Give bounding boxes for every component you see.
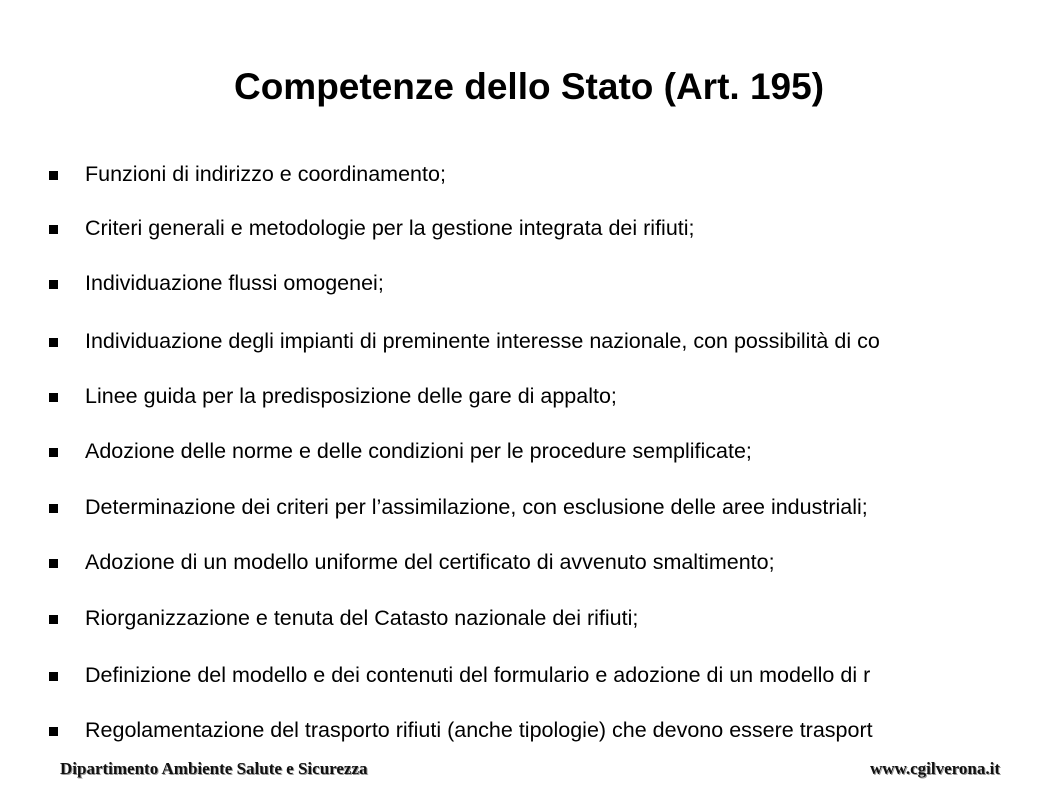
bullet-square-icon bbox=[49, 338, 58, 347]
bullet-square-icon bbox=[49, 171, 58, 180]
bullet-text: Riorganizzazione e tenuta del Catasto nazionale dei rifiuti; bbox=[85, 606, 639, 630]
bullet-item bbox=[49, 381, 1058, 411]
bullet-item bbox=[49, 268, 1058, 298]
bullet-text: Definizione del modello e dei contenuti del formulario e adozione di un modello di r bbox=[85, 663, 871, 687]
bullet-item bbox=[49, 159, 1058, 189]
bullet-text: Funzioni di indirizzo e coordinamento; bbox=[85, 162, 446, 186]
bullet-text: Adozione delle norme e delle condizioni per le procedure semplificate; bbox=[85, 439, 752, 463]
bullet-square-icon bbox=[49, 559, 58, 568]
bullet-square-icon bbox=[49, 448, 58, 457]
bullet-text: Individuazione degli impianti di preminente interesse nazionale, con possibilità di co bbox=[85, 329, 880, 353]
bullet-item bbox=[49, 660, 1058, 690]
slide-title: Competenze dello Stato (Art. 195) bbox=[233, 66, 825, 107]
bullet-square-icon bbox=[49, 225, 58, 234]
bullet-item bbox=[49, 715, 1058, 745]
bullet-item bbox=[49, 213, 1058, 243]
bullet-item bbox=[49, 547, 1058, 577]
bullet-text: Individuazione flussi omogenei; bbox=[85, 271, 384, 295]
bullet-item bbox=[49, 492, 1058, 522]
bullet-text: Criteri generali e metodologie per la gestione integrata dei rifiuti; bbox=[85, 216, 695, 240]
bullet-square-icon bbox=[49, 615, 58, 624]
bullet-text: Regolamentazione del trasporto rifiuti (anche tipologie) che devono essere trasport bbox=[85, 718, 873, 742]
bullet-square-icon bbox=[49, 280, 58, 289]
bullet-square-icon bbox=[49, 727, 58, 736]
bullet-square-icon bbox=[49, 672, 58, 681]
bullet-text: Determinazione dei criteri per l’assimilazione, con esclusione delle aree industriali; bbox=[85, 495, 868, 519]
bullet-text: Adozione di un modello uniforme del certificato di avvenuto smaltimento; bbox=[85, 550, 775, 574]
bullet-item bbox=[49, 603, 1058, 633]
bullet-text: Linee guida per la predisposizione delle gare di appalto; bbox=[85, 384, 617, 408]
bullet-item bbox=[49, 326, 1058, 356]
bullet-square-icon bbox=[49, 393, 58, 402]
bullet-item bbox=[49, 436, 1058, 466]
footer-department: Dipartimento Ambiente Salute e Sicurezza bbox=[60, 759, 368, 778]
footer-website: www.cgilverona.it bbox=[869, 759, 1000, 778]
bullet-square-icon bbox=[49, 504, 58, 513]
